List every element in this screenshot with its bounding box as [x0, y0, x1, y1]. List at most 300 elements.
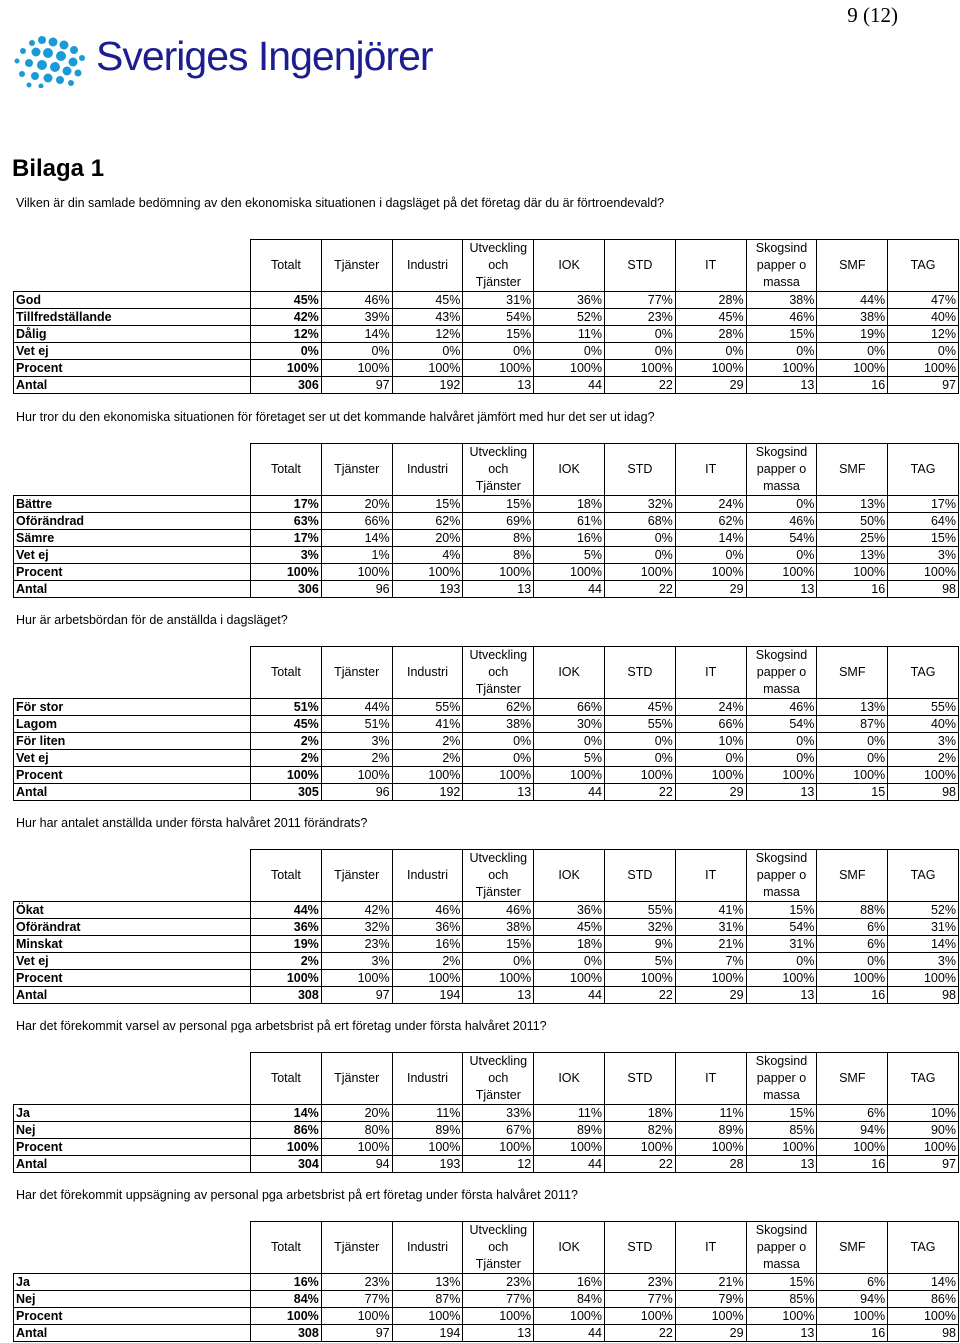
value-cell: 8% — [463, 530, 534, 547]
column-header: SMF — [817, 850, 888, 902]
value-cell: 46% — [746, 513, 817, 530]
value-cell: 0% — [746, 343, 817, 360]
value-cell: 100% — [604, 1308, 675, 1325]
value-cell: 52% — [534, 309, 605, 326]
value-cell: 50% — [817, 513, 888, 530]
value-cell: 96 — [321, 581, 392, 598]
value-cell: 16% — [392, 936, 463, 953]
table-row — [14, 343, 959, 360]
value-cell: 28% — [675, 326, 746, 343]
value-cell: 14% — [321, 326, 392, 343]
value-cell: 14% — [888, 936, 959, 953]
value-cell: 16 — [817, 1156, 888, 1173]
column-header: STD — [604, 1053, 675, 1105]
value-cell: 0% — [675, 547, 746, 564]
value-cell: 44% — [321, 699, 392, 716]
value-cell: 29 — [675, 784, 746, 801]
value-cell: 16 — [817, 1325, 888, 1342]
value-cell: 94% — [817, 1122, 888, 1139]
table-header-row — [14, 444, 959, 496]
value-cell: 89% — [675, 1122, 746, 1139]
value-cell: 96 — [321, 784, 392, 801]
total-cell: 100% — [251, 1308, 322, 1325]
value-cell: 100% — [746, 767, 817, 784]
value-cell: 31% — [888, 919, 959, 936]
column-header: Industri — [392, 1053, 463, 1105]
total-cell: 42% — [251, 309, 322, 326]
table-header-row — [14, 647, 959, 699]
value-cell: 100% — [604, 1139, 675, 1156]
value-cell: 82% — [604, 1122, 675, 1139]
value-cell: 100% — [604, 970, 675, 987]
column-header: STD — [604, 647, 675, 699]
value-cell: 44 — [534, 581, 605, 598]
row-label: Procent — [14, 1139, 251, 1156]
value-cell: 38% — [463, 919, 534, 936]
value-cell: 0% — [817, 343, 888, 360]
value-cell: 5% — [604, 953, 675, 970]
table-row — [14, 496, 959, 513]
value-cell: 98 — [888, 1325, 959, 1342]
value-cell: 43% — [392, 309, 463, 326]
value-cell: 100% — [463, 564, 534, 581]
value-cell: 100% — [534, 360, 605, 377]
header-blank-cell — [14, 1222, 251, 1274]
row-label: Oförändrat — [14, 919, 251, 936]
table-row — [14, 970, 959, 987]
column-header: Skogsind papper o massa — [746, 1222, 817, 1274]
value-cell: 0% — [534, 953, 605, 970]
value-cell: 0% — [463, 750, 534, 767]
value-cell: 3% — [888, 953, 959, 970]
value-cell: 2% — [321, 750, 392, 767]
table-row — [14, 1291, 959, 1308]
value-cell: 32% — [604, 496, 675, 513]
column-header: IOK — [534, 444, 605, 496]
value-cell: 100% — [675, 360, 746, 377]
question-text: Hur tror du den ekonomiska situationen för företaget ser ut det kommande halvåret jämfört med hur det ser ut idag? — [16, 410, 655, 424]
column-header: IT — [675, 444, 746, 496]
value-cell: 0% — [604, 547, 675, 564]
value-cell: 18% — [534, 936, 605, 953]
value-cell: 0% — [604, 343, 675, 360]
value-cell: 20% — [392, 530, 463, 547]
value-cell: 100% — [392, 564, 463, 581]
total-cell: 100% — [251, 360, 322, 377]
value-cell: 100% — [888, 1139, 959, 1156]
column-header: Totalt — [251, 240, 322, 292]
total-cell: 100% — [251, 767, 322, 784]
value-cell: 100% — [746, 970, 817, 987]
value-cell: 100% — [392, 767, 463, 784]
value-cell: 55% — [392, 699, 463, 716]
value-cell: 32% — [321, 919, 392, 936]
value-cell: 18% — [534, 496, 605, 513]
value-cell: 0% — [675, 343, 746, 360]
total-cell: 51% — [251, 699, 322, 716]
table-row — [14, 1105, 959, 1122]
value-cell: 0% — [463, 343, 534, 360]
value-cell: 100% — [392, 1308, 463, 1325]
value-cell: 46% — [463, 902, 534, 919]
value-cell: 87% — [392, 1291, 463, 1308]
column-header: TAG — [888, 240, 959, 292]
column-header: IT — [675, 1053, 746, 1105]
value-cell: 21% — [675, 936, 746, 953]
column-header: Totalt — [251, 444, 322, 496]
value-cell: 22 — [604, 987, 675, 1004]
value-cell: 45% — [675, 309, 746, 326]
value-cell: 79% — [675, 1291, 746, 1308]
value-cell: 45% — [392, 292, 463, 309]
value-cell: 100% — [463, 1308, 534, 1325]
value-cell: 90% — [888, 1122, 959, 1139]
value-cell: 0% — [534, 733, 605, 750]
table-row — [14, 1274, 959, 1291]
value-cell: 9% — [604, 936, 675, 953]
value-cell: 40% — [888, 309, 959, 326]
table-row — [14, 360, 959, 377]
row-label: Procent — [14, 970, 251, 987]
value-cell: 100% — [675, 767, 746, 784]
row-label: Minskat — [14, 936, 251, 953]
table-row — [14, 1156, 959, 1173]
value-cell: 22 — [604, 1156, 675, 1173]
header-blank-cell — [14, 240, 251, 292]
value-cell: 44 — [534, 377, 605, 394]
value-cell: 100% — [888, 1308, 959, 1325]
value-cell: 16% — [534, 530, 605, 547]
total-cell: 306 — [251, 377, 322, 394]
value-cell: 77% — [604, 1291, 675, 1308]
value-cell: 97 — [321, 377, 392, 394]
row-label: Antal — [14, 1325, 251, 1342]
value-cell: 0% — [817, 733, 888, 750]
value-cell: 193 — [392, 1156, 463, 1173]
value-cell: 100% — [746, 564, 817, 581]
value-cell: 7% — [675, 953, 746, 970]
total-cell: 86% — [251, 1122, 322, 1139]
row-label: Vet ej — [14, 547, 251, 564]
value-cell: 38% — [463, 716, 534, 733]
value-cell: 100% — [675, 970, 746, 987]
value-cell: 13 — [463, 987, 534, 1004]
value-cell: 69% — [463, 513, 534, 530]
value-cell: 13 — [746, 987, 817, 1004]
value-cell: 31% — [746, 936, 817, 953]
value-cell: 77% — [604, 292, 675, 309]
value-cell: 30% — [534, 716, 605, 733]
value-cell: 10% — [888, 1105, 959, 1122]
value-cell: 62% — [392, 513, 463, 530]
total-cell: 16% — [251, 1274, 322, 1291]
row-label: Bättre — [14, 496, 251, 513]
table-row — [14, 1325, 959, 1342]
value-cell: 100% — [817, 1308, 888, 1325]
row-label: Nej — [14, 1122, 251, 1139]
value-cell: 100% — [675, 564, 746, 581]
value-cell: 17% — [888, 496, 959, 513]
value-cell: 88% — [817, 902, 888, 919]
value-cell: 15% — [463, 326, 534, 343]
total-cell: 17% — [251, 530, 322, 547]
table-row — [14, 936, 959, 953]
value-cell: 13% — [817, 496, 888, 513]
value-cell: 0% — [604, 530, 675, 547]
value-cell: 54% — [746, 530, 817, 547]
column-header: IOK — [534, 850, 605, 902]
row-label: Procent — [14, 360, 251, 377]
value-cell: 55% — [604, 902, 675, 919]
table-row — [14, 699, 959, 716]
value-cell: 41% — [392, 716, 463, 733]
value-cell: 13 — [463, 377, 534, 394]
value-cell: 22 — [604, 784, 675, 801]
value-cell: 77% — [463, 1291, 534, 1308]
question-text: Har det förekommit varsel av personal pga arbetsbrist på ert företag under första halvåret 2011? — [16, 1019, 547, 1033]
value-cell: 100% — [392, 1139, 463, 1156]
value-cell: 38% — [746, 292, 817, 309]
table-row — [14, 716, 959, 733]
value-cell: 55% — [888, 699, 959, 716]
table-row — [14, 767, 959, 784]
column-header: Utveckling och Tjänster — [463, 1222, 534, 1274]
value-cell: 51% — [321, 716, 392, 733]
value-cell: 0% — [463, 953, 534, 970]
table-header-row — [14, 1053, 959, 1105]
total-cell: 2% — [251, 750, 322, 767]
table-row — [14, 564, 959, 581]
total-cell: 100% — [251, 970, 322, 987]
value-cell: 0% — [604, 733, 675, 750]
table-row — [14, 987, 959, 1004]
value-cell: 97 — [321, 1325, 392, 1342]
value-cell: 0% — [321, 343, 392, 360]
row-label: Antal — [14, 581, 251, 598]
value-cell: 18% — [604, 1105, 675, 1122]
value-cell: 100% — [463, 970, 534, 987]
row-label: För stor — [14, 699, 251, 716]
results-table — [13, 849, 959, 1004]
value-cell: 84% — [534, 1291, 605, 1308]
row-label: Ja — [14, 1274, 251, 1291]
value-cell: 194 — [392, 987, 463, 1004]
value-cell: 13 — [463, 1325, 534, 1342]
value-cell: 36% — [534, 902, 605, 919]
column-header: Tjänster — [321, 850, 392, 902]
value-cell: 2% — [392, 953, 463, 970]
value-cell: 13 — [746, 377, 817, 394]
value-cell: 46% — [746, 309, 817, 326]
total-cell: 306 — [251, 581, 322, 598]
value-cell: 98 — [888, 987, 959, 1004]
value-cell: 100% — [817, 970, 888, 987]
value-cell: 192 — [392, 784, 463, 801]
value-cell: 86% — [888, 1291, 959, 1308]
table-row — [14, 513, 959, 530]
value-cell: 14% — [888, 1274, 959, 1291]
column-header: IOK — [534, 1053, 605, 1105]
table-row — [14, 1122, 959, 1139]
row-label: Antal — [14, 987, 251, 1004]
value-cell: 11% — [534, 326, 605, 343]
column-header: TAG — [888, 1222, 959, 1274]
row-label: Ja — [14, 1105, 251, 1122]
table-row — [14, 581, 959, 598]
column-header: Utveckling och Tjänster — [463, 240, 534, 292]
value-cell: 13 — [746, 784, 817, 801]
value-cell: 44% — [817, 292, 888, 309]
table-header-row — [14, 240, 959, 292]
column-header: Totalt — [251, 1053, 322, 1105]
column-header: Totalt — [251, 1222, 322, 1274]
value-cell: 1% — [321, 547, 392, 564]
column-header: TAG — [888, 1053, 959, 1105]
value-cell: 29 — [675, 377, 746, 394]
value-cell: 36% — [392, 919, 463, 936]
value-cell: 100% — [675, 1139, 746, 1156]
table-row — [14, 919, 959, 936]
value-cell: 67% — [463, 1122, 534, 1139]
column-header: IT — [675, 647, 746, 699]
header-blank-cell — [14, 850, 251, 902]
column-header: Industri — [392, 850, 463, 902]
value-cell: 13 — [463, 581, 534, 598]
row-label: God — [14, 292, 251, 309]
value-cell: 0% — [746, 750, 817, 767]
value-cell: 2% — [888, 750, 959, 767]
row-label: För liten — [14, 733, 251, 750]
column-header: Skogsind papper o massa — [746, 444, 817, 496]
value-cell: 40% — [888, 716, 959, 733]
column-header: STD — [604, 240, 675, 292]
column-header: Industri — [392, 444, 463, 496]
value-cell: 24% — [675, 699, 746, 716]
total-cell: 100% — [251, 564, 322, 581]
column-header: TAG — [888, 850, 959, 902]
value-cell: 16 — [817, 581, 888, 598]
value-cell: 44 — [534, 1325, 605, 1342]
row-label: Antal — [14, 377, 251, 394]
table-row — [14, 377, 959, 394]
table-row — [14, 750, 959, 767]
header-blank-cell — [14, 444, 251, 496]
column-header: Skogsind papper o massa — [746, 240, 817, 292]
total-cell: 308 — [251, 987, 322, 1004]
value-cell: 44 — [534, 1156, 605, 1173]
value-cell: 100% — [321, 360, 392, 377]
column-header: SMF — [817, 444, 888, 496]
value-cell: 13 — [746, 581, 817, 598]
value-cell: 66% — [321, 513, 392, 530]
value-cell: 20% — [321, 496, 392, 513]
total-cell: 45% — [251, 292, 322, 309]
value-cell: 45% — [604, 699, 675, 716]
value-cell: 61% — [534, 513, 605, 530]
logo — [8, 32, 433, 88]
row-label: Procent — [14, 1308, 251, 1325]
value-cell: 22 — [604, 1325, 675, 1342]
value-cell: 97 — [888, 1156, 959, 1173]
value-cell: 100% — [321, 767, 392, 784]
value-cell: 3% — [888, 547, 959, 564]
column-header: IT — [675, 850, 746, 902]
row-label: Lagom — [14, 716, 251, 733]
value-cell: 0% — [675, 750, 746, 767]
total-cell: 3% — [251, 547, 322, 564]
value-cell: 15% — [463, 936, 534, 953]
value-cell: 3% — [321, 733, 392, 750]
value-cell: 11% — [534, 1105, 605, 1122]
value-cell: 54% — [746, 716, 817, 733]
value-cell: 100% — [746, 360, 817, 377]
row-label: Procent — [14, 767, 251, 784]
value-cell: 13 — [463, 784, 534, 801]
table-row — [14, 547, 959, 564]
column-header: Skogsind papper o massa — [746, 1053, 817, 1105]
logo-text: Sveriges Ingenjörer — [96, 33, 433, 79]
value-cell: 87% — [817, 716, 888, 733]
value-cell: 13 — [746, 1156, 817, 1173]
value-cell: 32% — [604, 919, 675, 936]
value-cell: 15% — [746, 1274, 817, 1291]
value-cell: 66% — [675, 716, 746, 733]
value-cell: 23% — [321, 936, 392, 953]
value-cell: 8% — [463, 547, 534, 564]
column-header: IOK — [534, 647, 605, 699]
value-cell: 13% — [392, 1274, 463, 1291]
value-cell: 2% — [392, 733, 463, 750]
value-cell: 0% — [604, 750, 675, 767]
value-cell: 100% — [321, 1308, 392, 1325]
value-cell: 3% — [888, 733, 959, 750]
value-cell: 25% — [817, 530, 888, 547]
row-label: Tillfredställande — [14, 309, 251, 326]
value-cell: 100% — [604, 767, 675, 784]
row-label: Oförändrad — [14, 513, 251, 530]
value-cell: 10% — [675, 733, 746, 750]
value-cell: 23% — [604, 309, 675, 326]
value-cell: 23% — [321, 1274, 392, 1291]
value-cell: 6% — [817, 919, 888, 936]
column-header: Industri — [392, 240, 463, 292]
value-cell: 12% — [888, 326, 959, 343]
value-cell: 194 — [392, 1325, 463, 1342]
table-row — [14, 902, 959, 919]
value-cell: 100% — [817, 360, 888, 377]
value-cell: 94 — [321, 1156, 392, 1173]
value-cell: 100% — [534, 767, 605, 784]
value-cell: 0% — [817, 953, 888, 970]
question-text: Hur är arbetsbördan för de anställda i dagsläget? — [16, 613, 288, 627]
value-cell: 0% — [534, 343, 605, 360]
row-label: Procent — [14, 564, 251, 581]
value-cell: 29 — [675, 1325, 746, 1342]
column-header: Totalt — [251, 647, 322, 699]
total-cell: 2% — [251, 733, 322, 750]
column-header: Utveckling och Tjänster — [463, 850, 534, 902]
value-cell: 11% — [675, 1105, 746, 1122]
column-header: Industri — [392, 1222, 463, 1274]
value-cell: 100% — [534, 1308, 605, 1325]
table-row — [14, 326, 959, 343]
value-cell: 100% — [321, 564, 392, 581]
table-header-row — [14, 1222, 959, 1274]
page-heading: Bilaga 1 — [12, 155, 105, 182]
value-cell: 100% — [888, 970, 959, 987]
value-cell: 0% — [746, 547, 817, 564]
value-cell: 47% — [888, 292, 959, 309]
